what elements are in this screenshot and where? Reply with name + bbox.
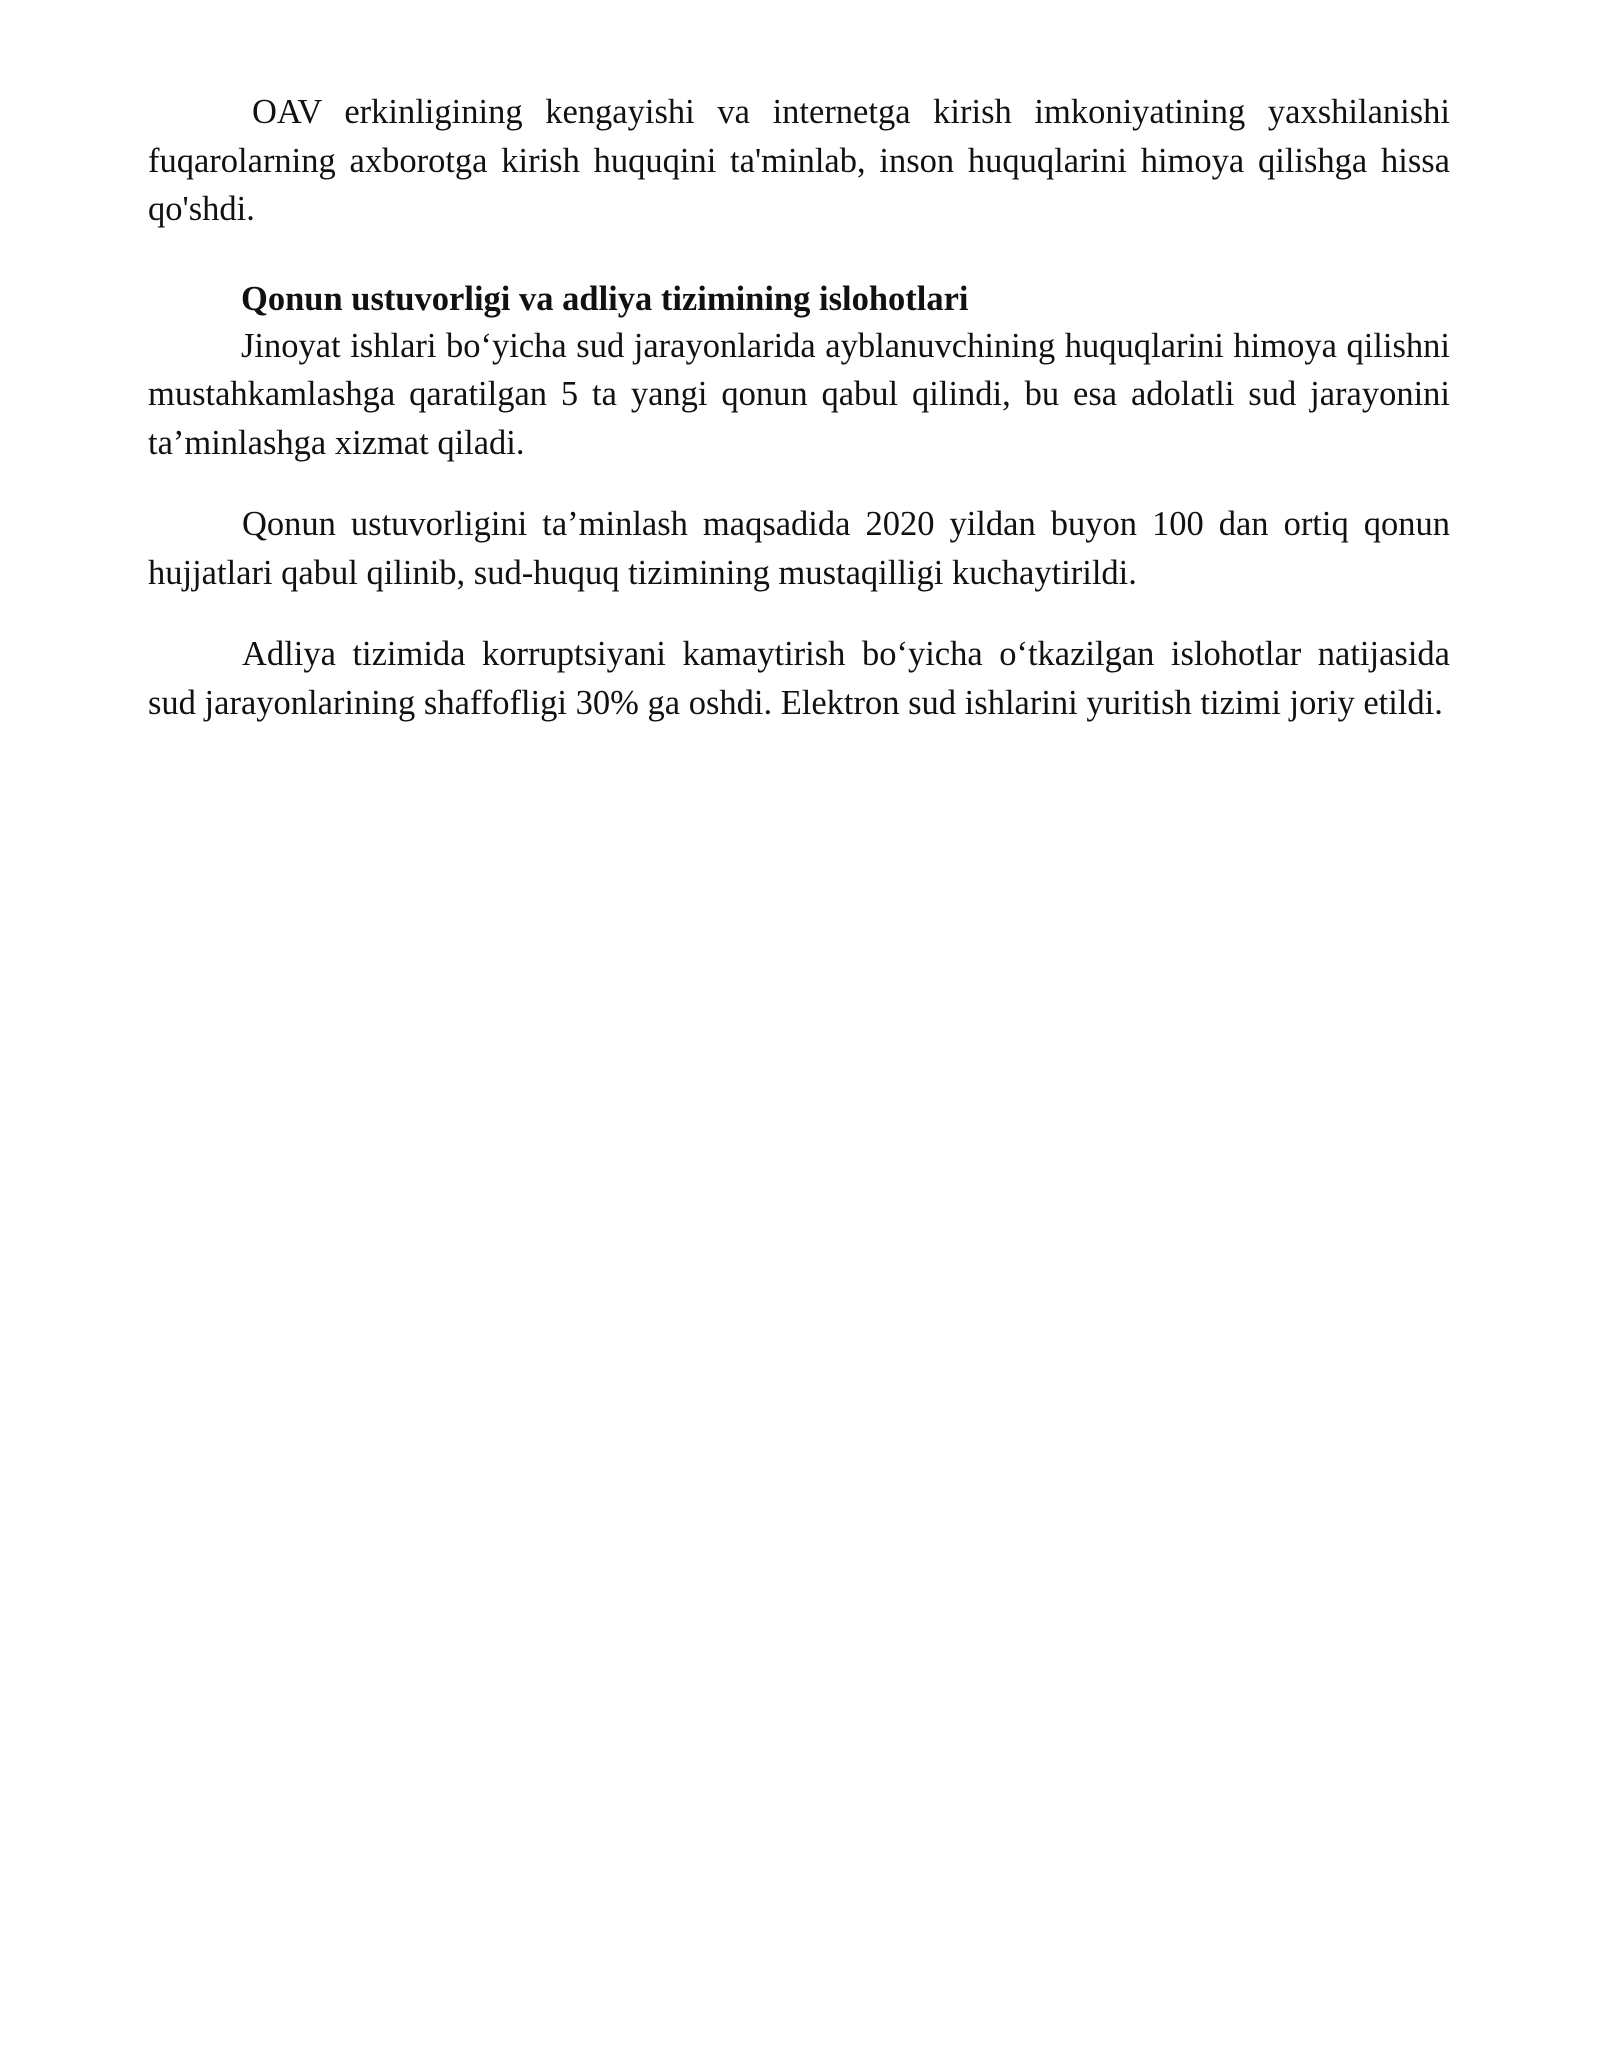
paragraph-anti-corruption: Adliya tizimida korruptsiyani kamaytirish bo‘yicha o‘tkazilgan islohotlar natijasida sud jarayonlarining shaffofligi 30% ga oshdi. Elektron sud ishlarini yuritish tizimi joriy etildi. [148,635,1450,722]
paragraph-criminal-cases: Jinoyat ishlari bo‘yicha sud jarayonlarida ayblanuvchining huquqlarini himoya qilishni mustahkamlashga qaratilgan 5 ta yangi qonun qabul qilindi, bu esa adolatli sud jarayonini ta’minlashga xizmat qiladi. [148,326,1450,462]
paragraph-media-freedom: OAV erkinligining kengayishi va internetga kirish imkoniyatining yaxshilanishi fuqarolarning axborotga kirish huquqini ta'minlab, inson huquqlarini himoya qilishga hissa qo'shdi. [148,93,1450,228]
section-heading: Qonun ustuvorligi va adliya tizimining islohotlari [241,279,969,318]
document-body [148,88,1450,727]
paragraph-rule-of-law: Qonun ustuvorligini ta’minlash maqsadida 2020 yildan buyon 100 dan ortiq qonun hujjatlari qabul qilinib, sud-huquq tizimining mustaqilligi kuchaytirildi. [148,505,1450,592]
